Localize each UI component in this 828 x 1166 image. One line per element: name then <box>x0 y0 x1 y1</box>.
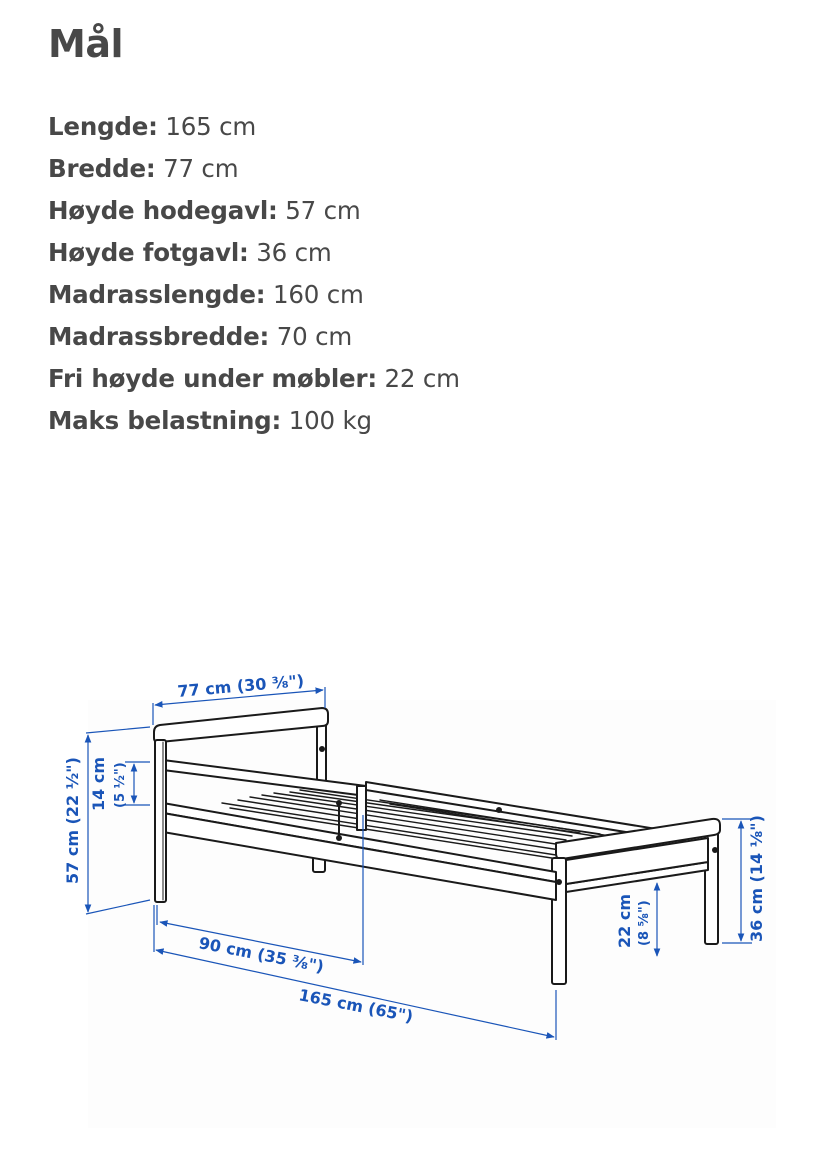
spec-value: 70 cm <box>276 322 353 351</box>
spec-value: 36 cm <box>256 238 332 267</box>
spec-value: 77 cm <box>163 154 239 183</box>
dim-width-label: 77 cm (30 ⅜") <box>176 670 305 701</box>
dim-rail-gap-inch-label: (5 ½") <box>113 762 128 808</box>
dim-guard-length-label: 90 cm (35 ⅜") <box>197 933 326 977</box>
dim-clearance-inch-label: (8 ⅝") <box>637 900 652 946</box>
page-title: Mål <box>48 22 123 66</box>
spec-value: 100 kg <box>288 406 372 435</box>
bed-dimension-diagram <box>63 670 776 1128</box>
dim-footboard-height-label: 36 cm (14 ⅛") <box>747 815 766 942</box>
spec-label: Maks belastning: <box>48 406 282 435</box>
spec-label: Høyde fotgavl: <box>48 238 249 267</box>
spec-label: Madrasslengde: <box>48 280 266 309</box>
dim-clearance-label: 22 cm <box>615 894 634 948</box>
dim-length-label: 165 cm (65") <box>297 985 415 1027</box>
spec-label: Madrassbredde: <box>48 322 270 351</box>
spec-value: 160 cm <box>272 280 364 309</box>
spec-label: Høyde hodegavl: <box>48 196 278 225</box>
spec-label: Fri høyde under møbler: <box>48 364 377 393</box>
dim-rail-gap-label: 14 cm <box>89 757 108 811</box>
dim-headboard-height-label: 57 cm (22 ½") <box>63 757 82 884</box>
spec-value: 57 cm <box>285 196 361 225</box>
spec-label: Bredde: <box>48 154 156 183</box>
spec-value: 165 cm <box>165 112 257 141</box>
spec-label: Lengde: <box>48 112 158 141</box>
spec-value: 22 cm <box>384 364 460 393</box>
